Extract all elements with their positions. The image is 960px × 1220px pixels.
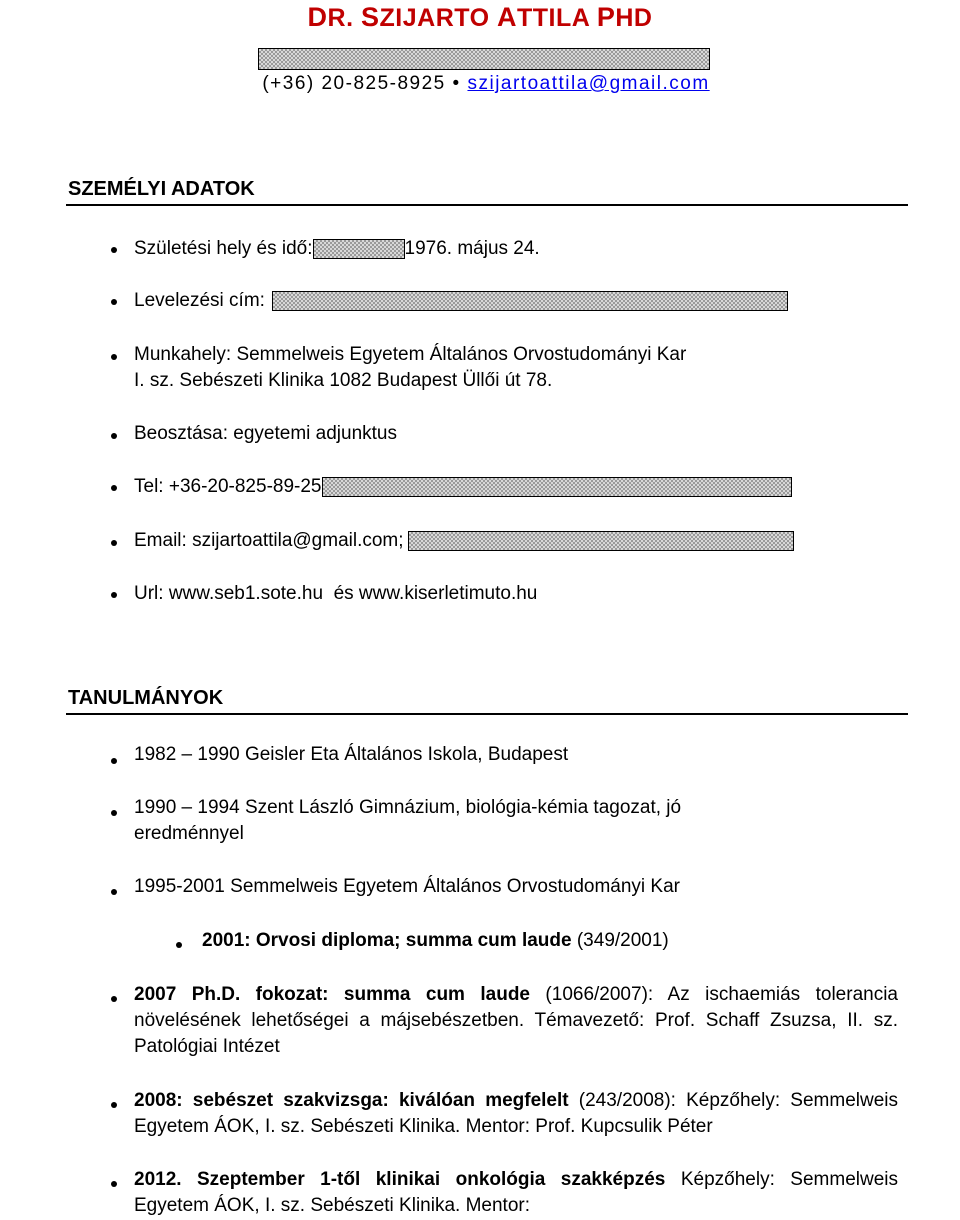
tel-item: [134, 474, 898, 500]
study-text: 1982 – 1990 Geisler Eta Általános Iskola, Budapest: [134, 744, 569, 765]
position-text: Beosztása: egyetemi adjunktus: [134, 423, 397, 444]
study-highlight: 2012. Szeptember 1-től klinikai onkológia szakképzés: [134, 1169, 666, 1190]
redacted-mail-address: [272, 291, 788, 311]
phone-number: (+36) 20-825-8925: [262, 73, 446, 94]
redacted-birthplace: [313, 239, 405, 259]
name-part: R.: [327, 4, 361, 32]
study-item: [134, 742, 898, 768]
name-part: ZIJARTO: [379, 4, 497, 32]
bullet-icon: [111, 485, 117, 491]
section-personal-heading: [66, 176, 908, 206]
study-item: [134, 874, 898, 900]
name-part: S: [361, 2, 380, 32]
study-item: [134, 1167, 898, 1219]
bullet-icon: [111, 996, 117, 1002]
section-title: TANULMÁNYOK: [68, 687, 224, 709]
birth-label: Születési hely és idő:: [134, 238, 313, 259]
study-highlight: 2008: sebészet szakvizsga: kiválóan megfelelt: [134, 1090, 569, 1111]
bullet-icon: [111, 592, 117, 598]
study-text: Egyetem ÁOK, I. sz. Sebészeti Klinika. Mentor:: [134, 1195, 530, 1216]
mail-address-item: [134, 288, 898, 314]
tel-text: Tel: +36-20-825-89-25: [134, 476, 322, 497]
redacted-address-block: [258, 48, 710, 70]
name-part: TTILA: [516, 4, 597, 32]
bullet-icon: [111, 810, 117, 816]
bullet-icon: [111, 433, 117, 439]
birth-item: [134, 236, 898, 262]
study-text: növelésének lehetőségei a májsebészetben. Témavezető: Prof. Schaff Zsuzsa, II. sz.: [134, 1010, 898, 1031]
study-item: [134, 795, 898, 847]
mail-label: Levelezési cím:: [134, 290, 265, 311]
study-text: Patológiai Intézet: [134, 1036, 280, 1057]
redacted-phone: [322, 477, 792, 497]
name-part: A: [496, 2, 517, 32]
study-item: [134, 982, 898, 1060]
name-part: P: [596, 2, 616, 32]
bullet-icon: [111, 1102, 117, 1108]
workplace-line: I. sz. Sebészeti Klinika 1082 Budapest Üllői út 78.: [134, 370, 553, 391]
study-text: Képzőhely: Semmelweis: [665, 1169, 898, 1190]
study-line: [134, 1088, 898, 1114]
name-part: D: [307, 2, 328, 32]
bullet-icon: [111, 354, 117, 360]
person-name: [0, 2, 960, 33]
bullet-icon: [111, 758, 117, 764]
study-line: [134, 982, 898, 1008]
study-highlight: 2007 Ph.D. fokozat: summa cum laude: [134, 984, 530, 1005]
study-text: Egyetem ÁOK, I. sz. Sebészeti Klinika. Mentor: Prof. Kupcsulik Péter: [134, 1116, 713, 1137]
email-item: [134, 528, 898, 554]
study-text: (1066/2007): Az ischaemiás tolerancia: [530, 984, 898, 1005]
workplace-line: Munkahely: Semmelweis Egyetem Általános Orvostudományi Kar: [134, 344, 687, 365]
birth-date: 1976. május 24.: [404, 238, 540, 259]
study-text: (243/2008): Képzőhely: Semmelweis: [568, 1090, 898, 1111]
study-text: 1995-2001 Semmelweis Egyetem Általános Orvostudományi Kar: [134, 876, 680, 897]
separator-bullet: •: [452, 73, 461, 94]
workplace-item: [134, 342, 898, 394]
bullet-icon: [176, 942, 182, 948]
url-text: Url: www.seb1.sote.hu és www.kiserletimuto.hu: [134, 583, 538, 604]
study-text: (349/2001): [571, 930, 669, 951]
study-text: eredménnyel: [134, 823, 244, 844]
bullet-icon: [111, 247, 117, 253]
study-highlight: 2001: Orvosi diploma; summa cum laude: [202, 930, 572, 951]
email-link[interactable]: szijartoattila@gmail.com: [467, 73, 710, 94]
email-text: Email: szijartoattila@gmail.com;: [134, 530, 404, 551]
study-text: 1990 – 1994 Szent László Gimnázium, biológia-kémia tagozat, jó: [134, 797, 682, 818]
bullet-icon: [111, 540, 117, 546]
bullet-icon: [111, 889, 117, 895]
study-item: [134, 1088, 898, 1140]
section-title: SZEMÉLYI ADATOK: [68, 178, 255, 200]
contact-line: [0, 73, 960, 95]
position-item: [134, 421, 898, 447]
section-studies-heading: [66, 685, 908, 715]
study-line: [134, 1167, 898, 1193]
url-item: [134, 581, 898, 607]
bullet-icon: [111, 1181, 117, 1187]
redacted-email: [408, 531, 794, 551]
study-subitem: [202, 928, 898, 954]
name-part: HD: [615, 4, 653, 32]
bullet-icon: [111, 299, 117, 305]
